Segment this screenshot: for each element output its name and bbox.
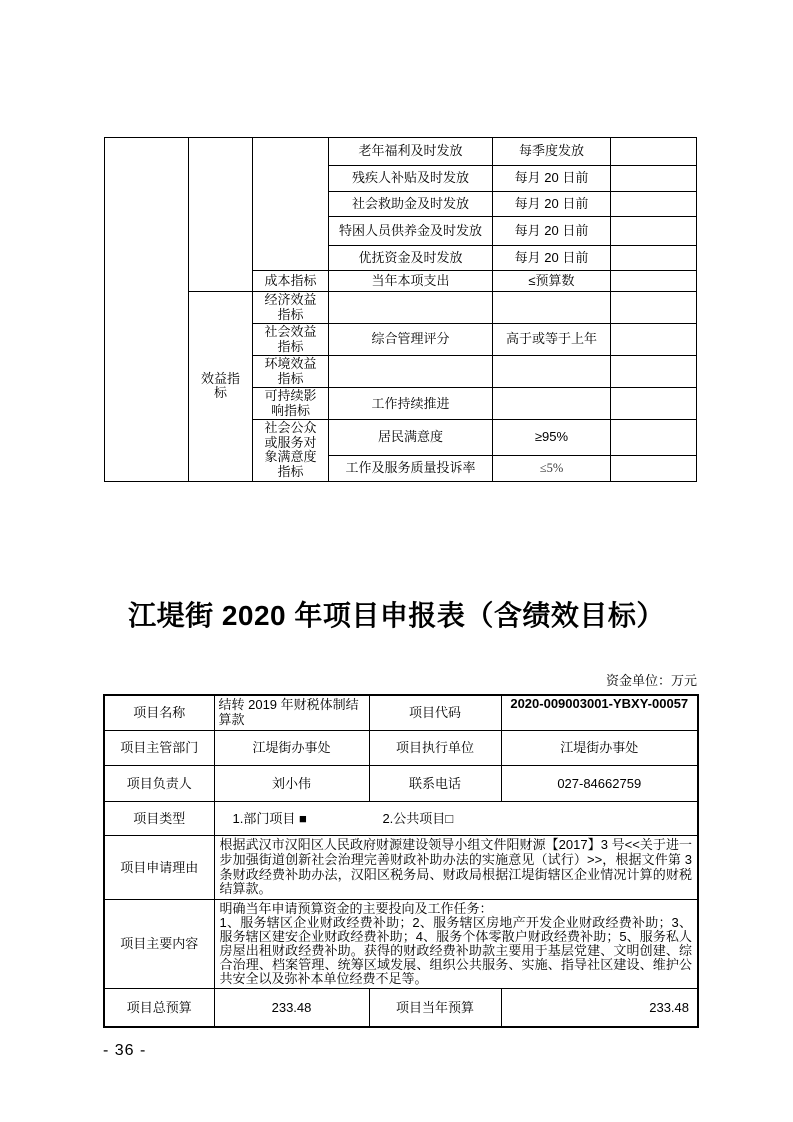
performance-indicators-table <box>104 137 697 482</box>
indicator-name-cell: 工作持续推进 <box>329 388 493 420</box>
actual-value-cell <box>611 192 697 217</box>
year-budget-label: 项目当年预算 <box>369 988 501 1027</box>
phone-value: 027-84662759 <box>501 765 698 801</box>
total-budget-value: 233.48 <box>214 988 369 1027</box>
merged-left-cell <box>105 138 189 482</box>
fund-unit-note: 资金单位：万元 <box>605 673 697 688</box>
table-row <box>104 900 698 988</box>
leader-value: 刘小伟 <box>214 765 369 801</box>
target-value-cell: 每季度发放 <box>493 138 611 166</box>
actual-value-cell <box>611 420 697 455</box>
target-value-cell: ≤5% <box>493 455 611 481</box>
target-value-cell <box>493 356 611 388</box>
table-row <box>105 292 697 324</box>
year-budget-value: 233.48 <box>501 988 698 1027</box>
target-value-cell: ≤预算数 <box>493 271 611 292</box>
reason-label: 项目申请理由 <box>104 835 214 899</box>
table-row <box>104 765 698 801</box>
table-row <box>104 835 698 899</box>
actual-value-cell <box>611 166 697 192</box>
actual-value-cell <box>611 356 697 388</box>
actual-value-cell <box>611 271 697 292</box>
project-code-label: 项目代码 <box>369 695 501 730</box>
target-value-cell: ≥95% <box>493 420 611 455</box>
indicator-name-cell: 居民满意度 <box>329 420 493 455</box>
content-value <box>214 900 698 988</box>
target-value-cell: 每月 20 日前 <box>493 192 611 217</box>
content-body: 1、服务辖区企业财政经费补助；2、服务辖区房地产开发企业财政经费补助；3、服务辖区建安企业财政经费补助；4、服务个体零散户财政经费补助；5、服务私人房屋出租财政经费补助。获得的财政经费补助款主要用于基层党建、文明创建、综合治理、档案管理、统筹区域发展、组织公共服务、实施、指导社区建设、维护公共安全以及弥补本单位经费不足等。 <box>219 915 692 986</box>
actual-value-cell <box>611 292 697 324</box>
actual-value-cell <box>611 217 697 246</box>
leader-label: 项目负责人 <box>104 765 214 801</box>
indicator-name-cell: 优抚资金及时发放 <box>329 246 493 271</box>
project-type-options <box>214 801 698 835</box>
indicator-name-cell <box>329 292 493 324</box>
actual-value-cell <box>611 138 697 166</box>
table-row <box>105 138 697 166</box>
dept-label: 项目主管部门 <box>104 730 214 765</box>
category-cell: 经济效益指标 <box>253 292 329 324</box>
project-code-value: 2020-009003001-YBXY-00057 <box>501 695 698 730</box>
target-value-cell: 每月 20 日前 <box>493 246 611 271</box>
content-label: 项目主要内容 <box>104 900 214 988</box>
content-intro: 明确当年申请预算资金的主要投向及工作任务： <box>219 901 493 917</box>
actual-value-cell <box>611 455 697 481</box>
project-name-value: 结转 2019 年财税体制结算款 <box>214 695 369 730</box>
indicator-name-cell: 特困人员供养金及时发放 <box>329 217 493 246</box>
indicator-name-cell: 综合管理评分 <box>329 324 493 356</box>
category-cell: 社会效益指标 <box>253 324 329 356</box>
table-row <box>104 695 698 730</box>
table-row <box>104 988 698 1027</box>
category-cell: 环境效益指标 <box>253 356 329 388</box>
exec-unit-label: 项目执行单位 <box>369 730 501 765</box>
actual-value-cell <box>611 246 697 271</box>
indicator-name-cell: 残疾人补贴及时发放 <box>329 166 493 192</box>
exec-unit-value: 江堤街办事处 <box>501 730 698 765</box>
merged-category-cell <box>253 138 329 271</box>
target-value-cell: 高于或等于上年 <box>493 324 611 356</box>
reason-value: 根据武汉市汉阳区人民政府财源建设领导小组文件阳财源【2017】3 号<<关于进一步加强街道创新社会治理完善财政补助办法的实施意见（试行）>>，根据文件第 3 条财政经费补助办法，汉阳区税务局、财政局根据江堤街辖区企业情况计算的财税结算款。 <box>214 835 698 899</box>
target-value-cell: 每月 20 日前 <box>493 166 611 192</box>
merged-group-cell <box>189 138 253 292</box>
indicator-name-cell: 老年福利及时发放 <box>329 138 493 166</box>
total-budget-label: 项目总预算 <box>104 988 214 1027</box>
page-number: - 36 - <box>103 1042 147 1059</box>
form-title: 江堤街 2020 年项目申报表（含绩效目标） <box>128 600 665 631</box>
table-row <box>104 730 698 765</box>
category-cell: 可持续影响指标 <box>253 388 329 420</box>
benefit-group-label: 效益指标 <box>200 370 240 401</box>
target-value-cell: 每月 20 日前 <box>493 217 611 246</box>
indicator-name-cell: 当年本项支出 <box>329 271 493 292</box>
target-value-cell <box>493 388 611 420</box>
type-option-department: 1.部门项目 ■ <box>232 810 307 826</box>
application-form-table <box>103 694 699 1028</box>
indicator-name-cell: 社会救助金及时发放 <box>329 192 493 217</box>
category-cell: 成本指标 <box>253 271 329 292</box>
category-cell: 社会公众或服务对象满意度指标 <box>253 420 329 481</box>
target-value-cell <box>493 292 611 324</box>
table-row <box>104 801 698 835</box>
dept-value: 江堤街办事处 <box>214 730 369 765</box>
phone-label: 联系电话 <box>369 765 501 801</box>
benefit-group-cell <box>189 292 253 482</box>
project-name-label: 项目名称 <box>104 695 214 730</box>
actual-value-cell <box>611 324 697 356</box>
actual-value-cell <box>611 388 697 420</box>
indicator-name-cell: 工作及服务质量投诉率 <box>329 455 493 481</box>
type-option-public: 2.公共项目□ <box>382 810 454 826</box>
project-type-label: 项目类型 <box>104 801 214 835</box>
indicator-name-cell <box>329 356 493 388</box>
